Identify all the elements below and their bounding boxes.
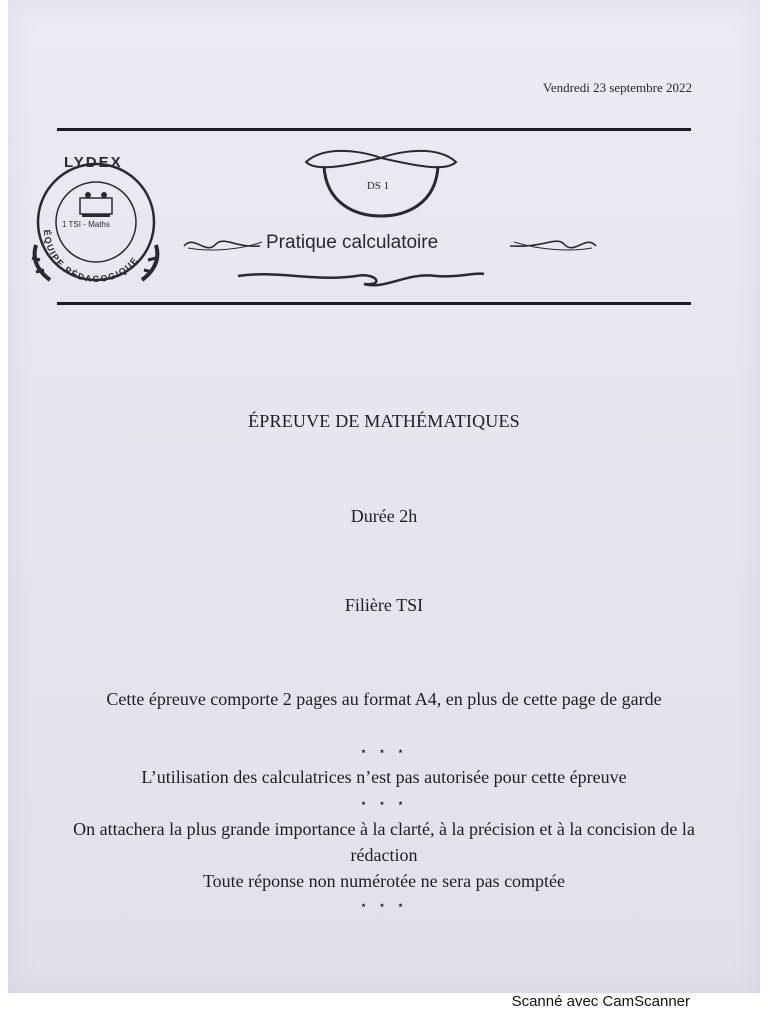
instruction-calculators: L’utilisation des calculatrices n’est pas autorisée pour cette épreuve <box>141 767 627 787</box>
header-top-rule <box>57 128 691 131</box>
seal-ring-text: ÉQUIPE PÉDAGOGIQUE <box>41 229 141 285</box>
svg-text:ÉQUIPE PÉDAGOGIQUE <box>42 229 141 284</box>
exam-title: ÉPREUVE DE MATHÉMATIQUES <box>248 411 520 431</box>
separator-stars: ⋆ ⋆ ⋆ <box>359 796 409 810</box>
ds-label: DS 1 <box>366 180 390 192</box>
instruction-clarity: On attachera la plus grande importance à la clarté, à la précision et à la concision de la rédaction <box>73 819 695 865</box>
exam-track: Filière TSI <box>344 595 424 615</box>
seal-top-text: LYDEX <box>64 154 123 171</box>
instruction-pages: Cette épreuve comporte 2 pages au format A4, en plus de cette page de garde <box>106 689 662 709</box>
separator-stars: ⋆ ⋆ ⋆ <box>359 898 409 912</box>
separator-stars: ⋆ ⋆ ⋆ <box>359 744 409 758</box>
exam-duration: Durée 2h <box>350 506 418 526</box>
seal-middle-text: 1 TSI - Maths <box>62 220 110 229</box>
exam-subtitle: Pratique calculatoire <box>266 232 439 253</box>
bottom-flourish-icon <box>236 266 486 290</box>
scanner-watermark: Scanné avec CamScanner <box>511 993 690 1010</box>
instruction-numbering: Toute réponse non numérotée ne sera pas comptée <box>202 871 566 891</box>
lydex-seal-logo <box>16 150 176 290</box>
header-bottom-rule <box>57 302 691 305</box>
document-page <box>8 0 760 993</box>
exam-date: Vendredi 23 septembre 2022 <box>542 80 692 95</box>
